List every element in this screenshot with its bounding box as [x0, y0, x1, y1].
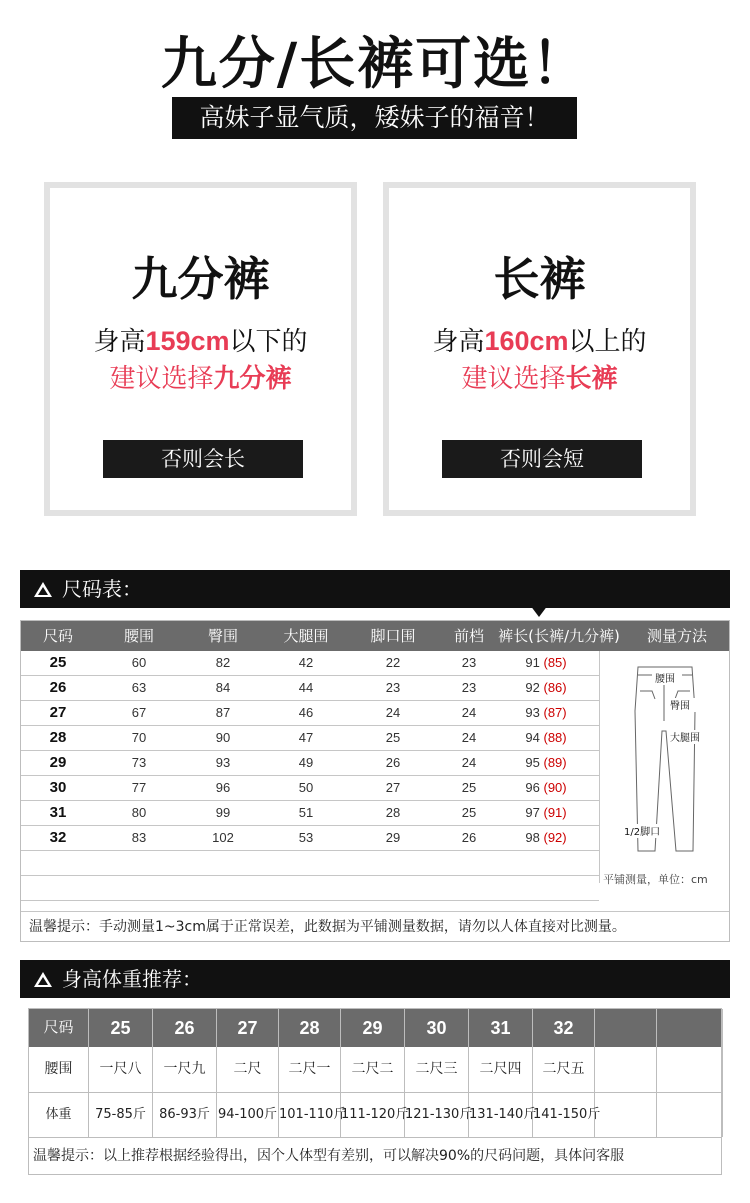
size-table-header [21, 621, 729, 651]
rec-weight-cell: 131-140斤 [469, 1092, 533, 1137]
cell-length [493, 776, 599, 800]
table-row [21, 701, 599, 726]
rec-waist-cell: 二尺二 [341, 1047, 405, 1092]
rec-waist-cell: 一尺八 [89, 1047, 153, 1092]
rec-size-cell: 31 [469, 1009, 533, 1047]
col-length: 裤长(长裤/九分裤) [498, 627, 620, 645]
rec-empty-cell [657, 1009, 723, 1047]
rec-weight-label: 体重 [29, 1092, 89, 1137]
cell-thigh: 47 [298, 730, 314, 745]
height-prefix: 身高 [432, 327, 485, 357]
rec-waist-row [29, 1047, 721, 1093]
cell-length [493, 701, 599, 725]
pointer-arrow-icon [530, 605, 548, 617]
diagram-hem-label: 1/2脚口 [624, 827, 661, 838]
rec-size-cell: 32 [533, 1009, 595, 1047]
rec-waist-cell: 二尺一 [279, 1047, 341, 1092]
suggest-style: 九分裤 [213, 364, 292, 394]
cell-rise: 25 [461, 805, 477, 820]
cell-hip: 90 [215, 730, 231, 745]
rec-waist-cell: 一尺九 [153, 1047, 217, 1092]
height-value: 160cm [484, 326, 569, 356]
length-long: 93 [525, 705, 540, 720]
card-title: 九分裤 [131, 252, 270, 306]
cell-rise: 24 [461, 755, 477, 770]
cell-size: 28 [49, 729, 67, 746]
cell-thigh: 49 [298, 755, 314, 770]
rec-weight-cell: 75-85斤 [89, 1092, 153, 1137]
empty-row [21, 851, 599, 876]
rec-size-cell: 29 [341, 1009, 405, 1047]
cell-waist: 63 [131, 680, 147, 695]
cell-size: 26 [49, 679, 67, 696]
suggest-style: 长裤 [565, 364, 618, 394]
rec-weight-row [29, 1092, 721, 1138]
table-row [21, 826, 599, 851]
cell-waist: 80 [131, 805, 147, 820]
rec-empty-cell [657, 1092, 723, 1137]
suggest-prefix: 建议选择 [461, 364, 566, 394]
card-long-pants [383, 182, 696, 516]
length-nine: (87) [543, 705, 567, 720]
col-waist: 腰围 [123, 627, 154, 645]
pants-diagram-icon [600, 651, 730, 883]
rec-waist-cell: 二尺三 [405, 1047, 469, 1092]
cell-hem: 27 [385, 780, 401, 795]
cell-length [493, 751, 599, 775]
card-height-line [50, 321, 351, 358]
cell-thigh: 42 [298, 655, 314, 670]
cell-length [493, 651, 599, 675]
cell-size: 29 [49, 754, 67, 771]
cell-waist: 70 [131, 730, 147, 745]
table-row [21, 801, 599, 826]
cell-hem: 23 [385, 680, 401, 695]
rec-weight-cell: 141-150斤 [533, 1092, 595, 1137]
cell-hem: 29 [385, 830, 401, 845]
cell-length [493, 801, 599, 825]
rec-waist-label: 腰围 [29, 1047, 89, 1092]
size-table [20, 620, 730, 942]
cell-hip: 99 [215, 805, 231, 820]
rec-size-label: 尺码 [29, 1009, 89, 1047]
cell-size: 25 [49, 654, 67, 671]
rec-weight-cell: 111-120斤 [341, 1092, 405, 1137]
rec-weight-cell: 101-110斤 [279, 1092, 341, 1137]
col-thigh: 大腿围 [283, 627, 329, 645]
cell-rise: 23 [461, 680, 477, 695]
card-height-line [389, 321, 690, 358]
rec-size-cell: 28 [279, 1009, 341, 1047]
card-warning-button: 否则会短 [442, 440, 642, 478]
cell-waist: 60 [131, 655, 147, 670]
triangle-icon [34, 582, 52, 597]
card-warning-button: 否则会长 [103, 440, 303, 478]
cell-hem: 28 [385, 805, 401, 820]
rec-waist-cell: 二尺四 [469, 1047, 533, 1092]
cell-rise: 25 [461, 780, 477, 795]
cell-size: 32 [49, 829, 67, 846]
height-suffix: 以上的 [568, 327, 647, 357]
cell-size: 30 [49, 779, 67, 796]
cell-thigh: 46 [298, 705, 314, 720]
triangle-icon [34, 972, 52, 987]
rec-weight-cell: 94-100斤 [217, 1092, 279, 1137]
page-title: 九分/长裤可选！ [160, 32, 590, 97]
rec-empty-cell [657, 1047, 723, 1092]
cell-rise: 26 [461, 830, 477, 845]
length-nine: (92) [543, 830, 567, 845]
cell-waist: 73 [131, 755, 147, 770]
length-long: 95 [525, 755, 540, 770]
rec-size-cell: 27 [217, 1009, 279, 1047]
cell-hip: 82 [215, 655, 231, 670]
cell-thigh: 44 [298, 680, 314, 695]
cell-thigh: 50 [298, 780, 314, 795]
length-nine: (88) [543, 730, 567, 745]
rec-table [28, 1008, 722, 1175]
cell-hem: 22 [385, 655, 401, 670]
cell-thigh: 53 [298, 830, 314, 845]
cell-hem: 25 [385, 730, 401, 745]
col-method: 测量方法 [646, 627, 707, 645]
rec-size-cell: 30 [405, 1009, 469, 1047]
table-row [21, 776, 599, 801]
card-suggest-line [50, 358, 351, 395]
cell-size: 27 [49, 704, 67, 721]
cell-hem: 26 [385, 755, 401, 770]
length-long: 94 [525, 730, 540, 745]
cell-hip: 102 [212, 830, 234, 845]
rec-waist-cell: 二尺五 [533, 1047, 595, 1092]
height-prefix: 身高 [93, 327, 146, 357]
length-long: 91 [525, 655, 540, 670]
rec-weight-cell: 86-93斤 [153, 1092, 217, 1137]
cell-hip: 93 [215, 755, 231, 770]
empty-row [21, 876, 599, 901]
rec-tip: 温馨提示：以上推荐根据经验得出，因个人体型有差别，可以解决90%的尺码问题，具体问客服 [33, 1148, 625, 1164]
col-hip: 臀围 [207, 627, 238, 645]
card-nine-tenths-pants [44, 182, 357, 516]
measure-note: 平铺测量，单位：cm [603, 873, 708, 886]
height-suffix: 以下的 [229, 327, 308, 357]
col-rise: 前档 [453, 627, 484, 645]
measure-diagram [599, 651, 730, 883]
rec-size-cell: 26 [153, 1009, 217, 1047]
cell-size: 31 [49, 804, 67, 821]
card-title: 长裤 [493, 252, 586, 306]
cell-rise: 24 [461, 730, 477, 745]
length-long: 92 [525, 680, 540, 695]
table-row [21, 726, 599, 751]
length-long: 96 [525, 780, 540, 795]
length-nine: (85) [543, 655, 567, 670]
length-nine: (91) [543, 805, 567, 820]
cell-hem: 24 [385, 705, 401, 720]
height-value: 159cm [145, 326, 230, 356]
cell-length [493, 826, 599, 850]
cell-length [493, 676, 599, 700]
cell-rise: 23 [461, 655, 477, 670]
rec-empty-cell [595, 1009, 657, 1047]
rec-section-header [20, 960, 730, 998]
size-section-title: 尺码表： [62, 577, 142, 601]
rec-table-header [29, 1009, 721, 1047]
suggest-prefix: 建议选择 [109, 364, 214, 394]
rec-waist-cell: 二尺 [217, 1047, 279, 1092]
size-section-header [20, 570, 730, 608]
size-tip: 温馨提示：手动测量1~3cm属于正常误差，此数据为平铺测量数据，请勿以人体直接对比测量。 [21, 911, 729, 941]
length-nine: (86) [543, 680, 567, 695]
col-hem: 脚口围 [370, 627, 416, 645]
diagram-waist-label: 腰围 [655, 674, 675, 685]
cell-length [493, 726, 599, 750]
cell-hip: 84 [215, 680, 231, 695]
rec-weight-cell: 121-130斤 [405, 1092, 469, 1137]
cell-hip: 87 [215, 705, 231, 720]
rec-empty-cell [595, 1047, 657, 1092]
length-long: 98 [525, 830, 540, 845]
cell-waist: 77 [131, 780, 147, 795]
table-row [21, 676, 599, 701]
diagram-thigh-label: 大腿围 [670, 733, 700, 744]
length-nine: (89) [543, 755, 567, 770]
subtitle-banner: 高妹子显气质，矮妹子的福音！ [172, 97, 577, 139]
table-row [21, 651, 599, 676]
cell-waist: 67 [131, 705, 147, 720]
table-row [21, 751, 599, 776]
length-nine: (90) [543, 780, 567, 795]
cell-waist: 83 [131, 830, 147, 845]
rec-empty-cell [595, 1092, 657, 1137]
diagram-hip-label: 臀围 [670, 701, 690, 712]
cell-hip: 96 [215, 780, 231, 795]
rec-size-cell: 25 [89, 1009, 153, 1047]
cell-rise: 24 [461, 705, 477, 720]
card-suggest-line [389, 358, 690, 395]
col-size: 尺码 [42, 627, 73, 645]
cell-thigh: 51 [298, 805, 314, 820]
rec-section-title: 身高体重推荐： [62, 967, 202, 991]
length-long: 97 [525, 805, 540, 820]
